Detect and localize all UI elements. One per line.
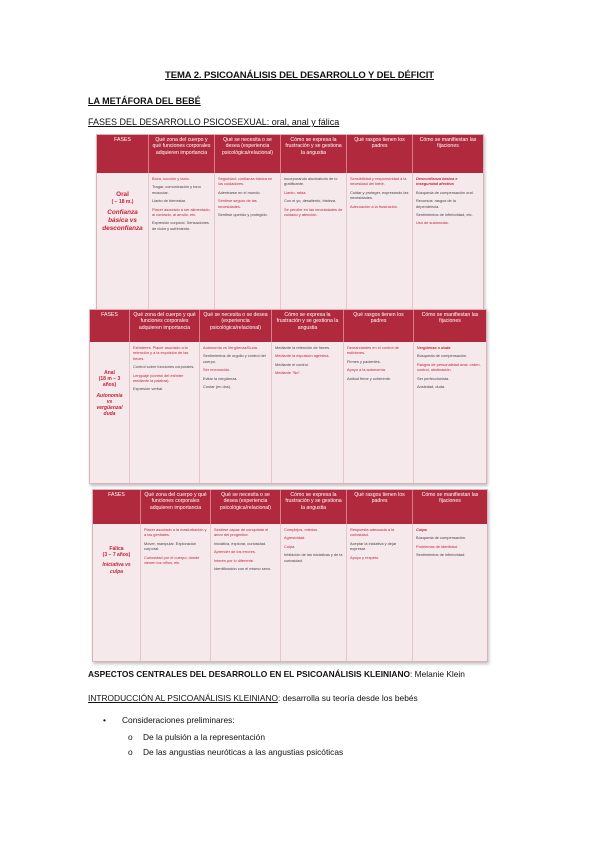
- body-cell: [215, 173, 281, 309]
- header-cell: Qué se necesita o se desea (experiencia psicológica/relacional): [211, 490, 281, 524]
- cell-text: Iniciativa, explorar, curiosidad.: [214, 540, 267, 546]
- cell-text: Mover, manipular. Exploración corporal.: [144, 540, 197, 552]
- header-cell: Qué se necesita o se desea (experiencia psicológica/relacional): [215, 135, 281, 173]
- cell-text: Actitud firme y coherente.: [347, 375, 392, 381]
- body-cell: [200, 342, 272, 483]
- phase-age: ( − 18 m.): [111, 199, 134, 205]
- intro-title: INTRODUCCIÓN AL PSICOANÁLISIS KLEINIANO: [88, 693, 279, 703]
- header-cell: Qué zona del cuerpo y qué funciones corporales adquieren importancia: [130, 310, 200, 342]
- cell-text: Firmes y pacientes.: [347, 358, 381, 364]
- cell-text: Evitar la vergüenza.: [203, 375, 238, 381]
- header-cell: Cómo se expresa la frustración y se gestiona la angustia: [281, 135, 347, 173]
- cell-text: Interés por lo diferente.: [214, 557, 255, 563]
- cell-text: Contar (en dos).: [203, 384, 232, 390]
- sub-item: [128, 747, 344, 757]
- cell-text: Lenguaje (control del esfínter mediante la palabra).: [133, 372, 184, 384]
- header-cell: Cómo se expresa la frustración y se gestiona la angustia: [272, 310, 344, 342]
- bullet-item: [103, 715, 235, 725]
- cell-text: Expresión corporal. Sensaciones de dolor y sufrimiento.: [152, 220, 209, 231]
- cell-text: Sensibilidad y responsividad a la necesidad del bebé.: [350, 176, 407, 187]
- cell-text: Rasgos de personalidad anal: orden, control, obstinación.: [417, 361, 481, 373]
- header-cell: Cómo se manifiestan las fijaciones: [421, 492, 479, 505]
- header-cell: FASES: [97, 135, 149, 173]
- phase-cell: [97, 173, 149, 309]
- cell-text: Apoyo a la autonomía.: [347, 367, 386, 373]
- header-cell: Qué rasgos tienen los padres: [347, 135, 413, 173]
- phase-name: Oral: [116, 191, 129, 198]
- phase-description: Confianza básica vs desconfianza: [102, 209, 143, 233]
- cell-text: Incorporando alucinatorio de lo gratificante.: [284, 176, 338, 187]
- cell-text: Sentirse querido y protegido.: [218, 212, 268, 218]
- body-cell: [344, 342, 414, 483]
- body-cell: [211, 524, 281, 661]
- cell-text: Ansiedad, duda.: [417, 384, 446, 390]
- sub-text: De la pulsión a la representación: [143, 732, 265, 742]
- table-header: [97, 135, 483, 173]
- cell-text: Autonomía vs Vergüenza/Duda.: [203, 345, 258, 350]
- cell-text: Adecuación a la frustración.: [350, 203, 399, 209]
- header-cell: Qué rasgos tienen los padres: [347, 490, 413, 524]
- cell-text: Complejos, miedos.: [284, 527, 319, 532]
- cell-text: Curiosidad por el cuerpo: dónde vienen los niños, etc.: [144, 554, 200, 566]
- table-oral: [96, 134, 484, 310]
- cell-text: Cuidar y proteger, expresando las necesidades.: [350, 189, 409, 201]
- cell-text: Llanto, rabia.: [284, 189, 307, 195]
- phase-age: (18 m − 3 años): [98, 376, 121, 389]
- cell-text: Control sobre funciones corporales.: [133, 364, 195, 370]
- cell-text: Mediante la expulsión agresiva.: [275, 353, 330, 359]
- cell-text: Desconfianza básica e inseguridad afectiva: [416, 176, 458, 187]
- table-anal: [89, 309, 487, 484]
- cell-text: Uso de sustancias.: [416, 220, 449, 226]
- cell-text: Placer asociado a ser alimentado, al contacto, al arrullo, etc.: [152, 206, 211, 218]
- cell-text: Apoyo y respeto.: [350, 554, 380, 560]
- phase-description: Autonomía vs vergüenza/ duda: [96, 392, 123, 418]
- cell-text: Ser reconocido.: [203, 367, 231, 373]
- table-phallic: [92, 489, 488, 662]
- phase-name: Anal: [104, 370, 115, 376]
- cell-text: Expresión verbal.: [133, 386, 164, 392]
- cell-text: Problemas de identidad.: [416, 543, 458, 549]
- body-cell: [347, 524, 413, 661]
- kleinian-heading-rest: : Melanie Klein: [410, 669, 465, 679]
- body-cell: [347, 173, 413, 309]
- cell-text: Búsqueda de compensación oral.: [416, 189, 474, 195]
- fases-label: [88, 117, 339, 127]
- table-row: [93, 524, 487, 661]
- body-cell: [413, 173, 483, 309]
- header-cell: Cómo se manifiestan las fijaciones: [421, 312, 479, 325]
- header-cell: Qué se necesita o se desea (experiencia psicológica/relacional): [200, 310, 272, 342]
- cell-text: Aprender de los errores.: [214, 549, 256, 555]
- phase-description: Iniciativa vs culpa: [102, 562, 131, 575]
- header-cell: FASES: [90, 310, 130, 342]
- cell-text: Mediante la retención de heces.: [275, 345, 331, 350]
- cell-text: Mediante "No".: [275, 370, 301, 376]
- cell-text: Recursos: rasgos de la dependencia.: [416, 198, 456, 209]
- phase-cell: [90, 342, 130, 483]
- cell-text: Culpa.: [284, 543, 296, 549]
- cell-text: Se percibe en las necesidades de cuidado y atención.: [284, 206, 343, 218]
- cell-text: Agresividad.: [284, 535, 306, 541]
- body-cell: [413, 524, 487, 661]
- phase-cell: [93, 524, 141, 661]
- table-row: [90, 342, 486, 483]
- header-cell: FASES: [93, 490, 141, 524]
- cell-text: Sentirse capaz de conquistar el amor del progenitor.: [214, 527, 269, 538]
- cell-text: Boca, succión y tacto.: [152, 176, 190, 181]
- header-cell: Qué zona del cuerpo y qué funciones corporales adquieren importancia: [141, 490, 211, 524]
- kleinian-heading-main: ASPECTOS CENTRALES DEL DESARROLLO EN EL PSICOANÁLISIS KLEINIANO: [88, 669, 411, 679]
- body-cell: [272, 342, 344, 483]
- header-cell: Qué rasgos tienen los padres: [344, 310, 414, 342]
- fases-label-rest: : oral, anal y fálica: [266, 117, 340, 127]
- section-heading: LA METÁFORA DEL BEBÉ: [88, 96, 201, 106]
- fases-label-main: FASES DEL DESARROLLO PSICOSEXUAL: [88, 117, 267, 127]
- cell-text: Respuesta adecuada a la curiosidad.: [350, 527, 395, 538]
- cell-text: Culpa: [416, 527, 427, 532]
- intro-rest: : desarrolla su teoría desde los bebés: [278, 693, 418, 703]
- body-cell: [281, 524, 347, 661]
- body-cell: [281, 173, 347, 309]
- cell-text: Demandantes en el control de esfínteres.: [347, 345, 399, 356]
- header-cell: Cómo se expresa la frustración y se gestiona la angustia: [281, 490, 347, 524]
- phase-age: (3 − 7 años): [102, 552, 131, 559]
- cell-text: Ser perfeccionista.: [417, 375, 450, 381]
- body-cell: [149, 173, 215, 309]
- cell-text: Mediante el control.: [275, 361, 309, 367]
- cell-text: Sentimientos de inferioridad.: [416, 552, 466, 558]
- cell-text: Búsqueda de compensación.: [416, 535, 467, 541]
- body-cell: [414, 342, 486, 483]
- bullet-text: Consideraciones preliminares:: [122, 715, 235, 725]
- sub-glyph: o: [128, 732, 133, 742]
- phase-name: Fálica: [109, 546, 124, 552]
- cell-text: Esfínteres. Placer asociado a la retención y a la expulsión de las heces.: [133, 345, 189, 361]
- cell-text: Adentrarse en el mundo.: [218, 189, 261, 195]
- intro-line: [88, 693, 418, 703]
- header-cell: Qué zona del cuerpo y qué funciones corporales adquieren importancia: [149, 135, 215, 173]
- sub-text: De las angustias neuróticas a las angustias psicóticas: [143, 747, 344, 757]
- cell-text: Sentimientos de orgullo y control del cuerpo.: [203, 353, 266, 364]
- bullet-glyph: •: [103, 715, 106, 725]
- sub-item: [128, 732, 265, 742]
- cell-text: Llanto de bienestar.: [152, 198, 186, 204]
- cell-text: Con el yo, desaliento, tristeza.: [284, 198, 337, 204]
- cell-text: Búsqueda de compensación.: [417, 353, 468, 359]
- cell-text: Tragar, comunicación y tono muscular.: [152, 184, 201, 195]
- cell-text: Placer asociado a la masturbación y a los genitales.: [144, 527, 207, 538]
- page-title: TEMA 2. PSICOANÁLISIS DEL DESARROLLO Y DEL DÉFICIT: [165, 70, 434, 81]
- cell-text: Vergüenza o duda: [417, 345, 451, 350]
- table-header: [93, 490, 487, 524]
- cell-text: Inhibición de las iniciativas y de la curiosidad.: [284, 552, 343, 563]
- cell-text: Sentirse seguro de las necesidades.: [218, 198, 257, 209]
- cell-text: Identificación con el mismo sexo.: [214, 566, 272, 572]
- header-cell: Cómo se manifiestan las fijaciones: [419, 137, 477, 150]
- cell-text: Seguridad: confianza básica en los cuidadores.: [218, 176, 273, 187]
- body-cell: [141, 524, 211, 661]
- cell-text: Sentimientos de inferioridad, etc.: [416, 212, 473, 218]
- kleinian-heading: [88, 669, 465, 679]
- body-cell: [130, 342, 200, 483]
- table-header: [90, 310, 486, 342]
- cell-text: Aceptar la iniciativa y dejar expresar.: [350, 540, 397, 552]
- sub-glyph: o: [128, 747, 133, 757]
- table-row: [97, 173, 483, 309]
